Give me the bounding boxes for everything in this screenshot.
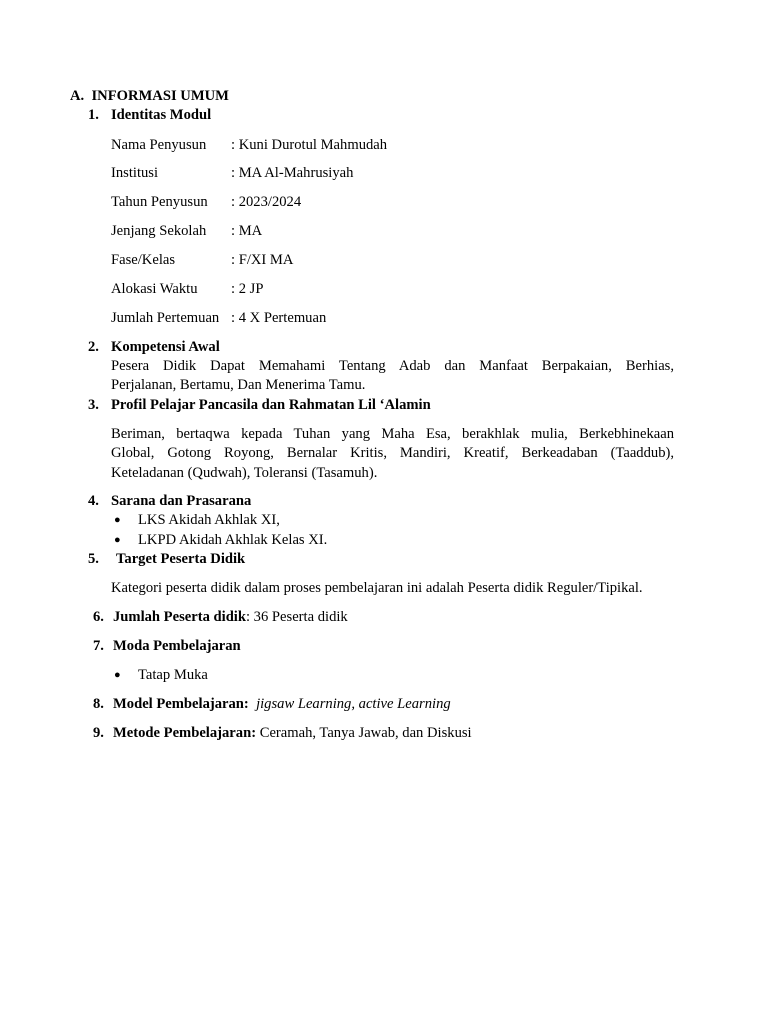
identity-value-alokasi-waktu: : 2 JP bbox=[231, 281, 264, 297]
item-8-number: 8. bbox=[93, 696, 104, 712]
profil-pelajar-line-3: Keteladanan (Qudwah), Toleransi (Tasamuh). bbox=[111, 465, 378, 481]
kompetensi-awal-line-1: Pesera Didik Dapat Memahami Tentang Adab dan Manfaat Berpakaian, Berhias, bbox=[111, 358, 674, 374]
item-9-title: Metode Pembelajaran: bbox=[113, 725, 257, 741]
identity-value-fase-kelas: : F/XI MA bbox=[231, 252, 294, 268]
bullet-icon: ● bbox=[114, 669, 121, 681]
item-8-line bbox=[113, 695, 451, 713]
profil-pelajar-line-2: Global, Gotong Royong, Bernalar Kritis, Mandiri, Kreatif, Berkeadaban (Taaddub), bbox=[111, 445, 674, 461]
identity-label-tahun-penyusun: Tahun Penyusun bbox=[111, 194, 208, 210]
identity-label-nama-penyusun: Nama Penyusun bbox=[111, 137, 207, 153]
item-6-value: : 36 Peserta didik bbox=[245, 609, 348, 625]
identity-label-institusi: Institusi bbox=[111, 165, 159, 181]
item-5-number: 5. bbox=[88, 551, 99, 567]
identity-value-jenjang-sekolah: : MA bbox=[231, 223, 263, 239]
item-1-title: Identitas Modul bbox=[111, 107, 212, 123]
identity-value-nama-penyusun: : Kuni Durotul Mahmudah bbox=[231, 137, 388, 153]
identity-label-fase-kelas: Fase/Kelas bbox=[111, 252, 176, 268]
item-6-line bbox=[113, 608, 348, 626]
target-peserta-text: Kategori peserta didik dalam proses pembelajaran ini adalah Peserta didik Reguler/Tipikal. bbox=[111, 580, 643, 596]
item-4-number: 4. bbox=[88, 493, 99, 509]
item-7-title: Moda Pembelajaran bbox=[113, 638, 241, 654]
item-8-title: Model Pembelajaran: bbox=[113, 696, 249, 712]
item-3-number: 3. bbox=[88, 397, 99, 413]
item-4-title: Sarana dan Prasarana bbox=[111, 493, 252, 509]
identity-label-alokasi-waktu: Alokasi Waktu bbox=[111, 281, 198, 297]
sarana-item-1: LKS Akidah Akhlak XI, bbox=[138, 512, 280, 528]
identity-label-jumlah-pertemuan: Jumlah Pertemuan bbox=[111, 310, 220, 326]
item-2-number: 2. bbox=[88, 339, 99, 355]
bullet-icon: ● bbox=[114, 514, 121, 526]
moda-item-1: Tatap Muka bbox=[138, 667, 208, 683]
bullet-icon: ● bbox=[114, 534, 121, 546]
profil-pelajar-line-1: Beriman, bertaqwa kepada Tuhan yang Maha Esa, berakhlak mulia, Berkebhinekaan bbox=[111, 426, 674, 442]
item-3-title: Profil Pelajar Pancasila dan Rahmatan Lil ‘Alamin bbox=[111, 397, 431, 413]
section-a-marker: A. bbox=[70, 88, 85, 104]
identity-label-jenjang-sekolah: Jenjang Sekolah bbox=[111, 223, 207, 239]
item-9-value: Ceramah, Tanya Jawab, dan Diskusi bbox=[259, 725, 472, 741]
identity-value-institusi: : MA Al-Mahrusiyah bbox=[231, 165, 354, 181]
section-a-title: INFORMASI UMUM bbox=[91, 88, 229, 104]
identity-value-jumlah-pertemuan: : 4 X Pertemuan bbox=[231, 310, 327, 326]
item-5-title: Target Peserta Didik bbox=[116, 551, 246, 567]
item-6-number: 6. bbox=[93, 609, 104, 625]
item-9-line bbox=[113, 724, 472, 742]
item-6-title: Jumlah Peserta didik bbox=[113, 609, 246, 625]
item-7-number: 7. bbox=[93, 638, 104, 654]
kompetensi-awal-line-2: Perjalanan, Bertamu, Dan Menerima Tamu. bbox=[111, 377, 366, 393]
item-1-number: 1. bbox=[88, 107, 99, 123]
identity-value-tahun-penyusun: : 2023/2024 bbox=[231, 194, 302, 210]
section-a-heading bbox=[70, 87, 229, 105]
item-2-title: Kompetensi Awal bbox=[111, 339, 220, 355]
item-9-number: 9. bbox=[93, 725, 104, 741]
item-8-value: jigsaw Learning, active Learning bbox=[256, 696, 451, 712]
sarana-item-2: LKPD Akidah Akhlak Kelas XI. bbox=[138, 532, 328, 548]
